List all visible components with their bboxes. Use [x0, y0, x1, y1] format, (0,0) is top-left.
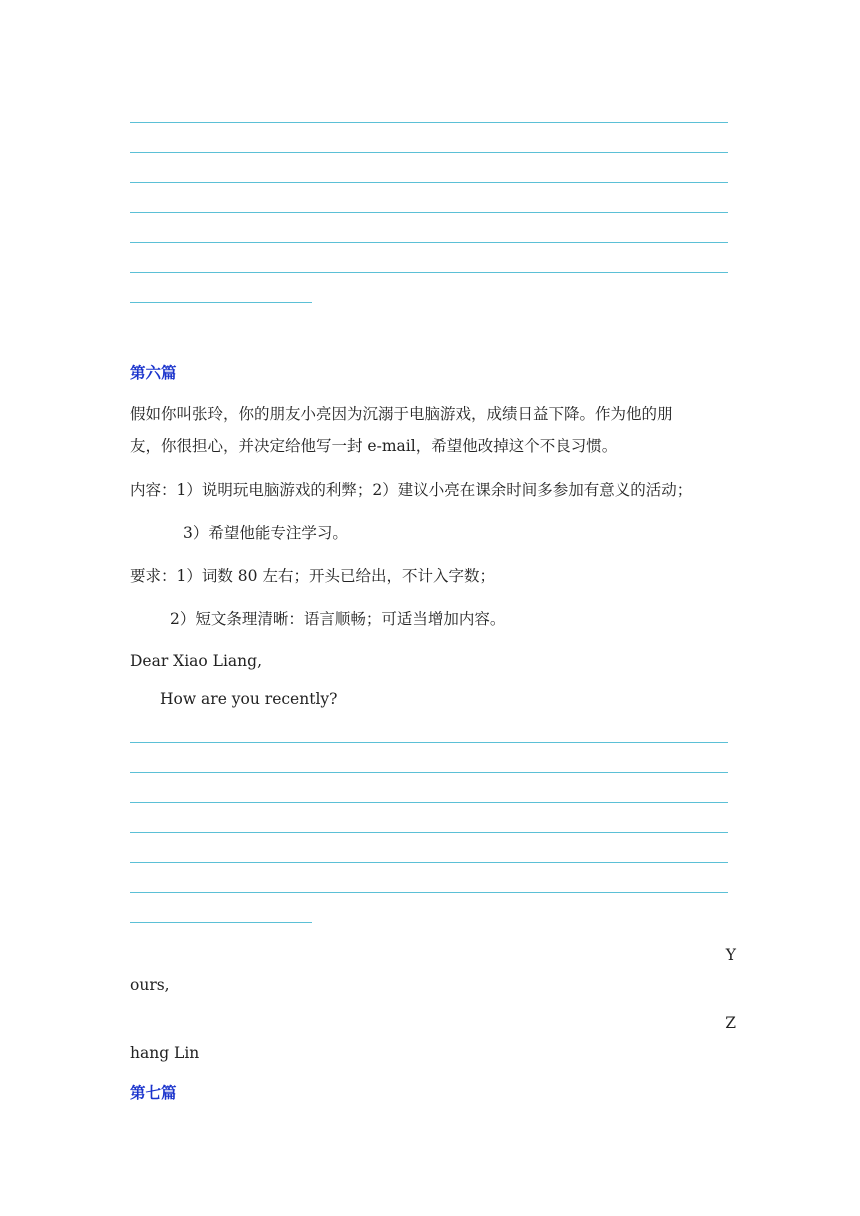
answer-line [130, 122, 728, 123]
signature-rest: hang Lin [130, 1044, 200, 1062]
answer-line-short [130, 922, 312, 923]
answer-line [130, 862, 728, 863]
content-line: 3）希望他能专注学习。 [183, 524, 348, 542]
signature-initial: Z [725, 1014, 736, 1032]
section-heading-7: 第七篇 [130, 1083, 177, 1102]
answer-line [130, 742, 728, 743]
letter-salutation: Dear Xiao Liang, [130, 652, 262, 670]
answer-line [130, 182, 728, 183]
prompt-line: 假如你叫张玲，你的朋友小亮因为沉溺于电脑游戏，成绩日益下降。作为他的朋 [130, 405, 673, 423]
closing-initial: Y [725, 946, 736, 964]
answer-line [130, 212, 728, 213]
answer-line [130, 242, 728, 243]
prompt-line: 友，你很担心，并决定给他写一封 e-mail，希望他改掉这个不良习惯。 [130, 437, 618, 455]
answer-line [130, 892, 728, 893]
answer-line [130, 802, 728, 803]
answer-line-short [130, 302, 312, 303]
content-line: 内容：1）说明玩电脑游戏的利弊；2）建议小亮在课余时间多参加有意义的活动； [130, 481, 693, 499]
requirement-line: 2）短文条理清晰：语言顺畅；可适当增加内容。 [170, 610, 506, 628]
answer-line [130, 152, 728, 153]
closing-rest: ours, [130, 976, 170, 994]
answer-line [130, 772, 728, 773]
requirement-line: 要求：1）词数 80 左右；开头已给出，不计入字数； [130, 567, 495, 585]
answer-line [130, 832, 728, 833]
letter-opening: How are you recently? [160, 690, 338, 708]
answer-line [130, 272, 728, 273]
section-heading-6: 第六篇 [130, 363, 177, 382]
